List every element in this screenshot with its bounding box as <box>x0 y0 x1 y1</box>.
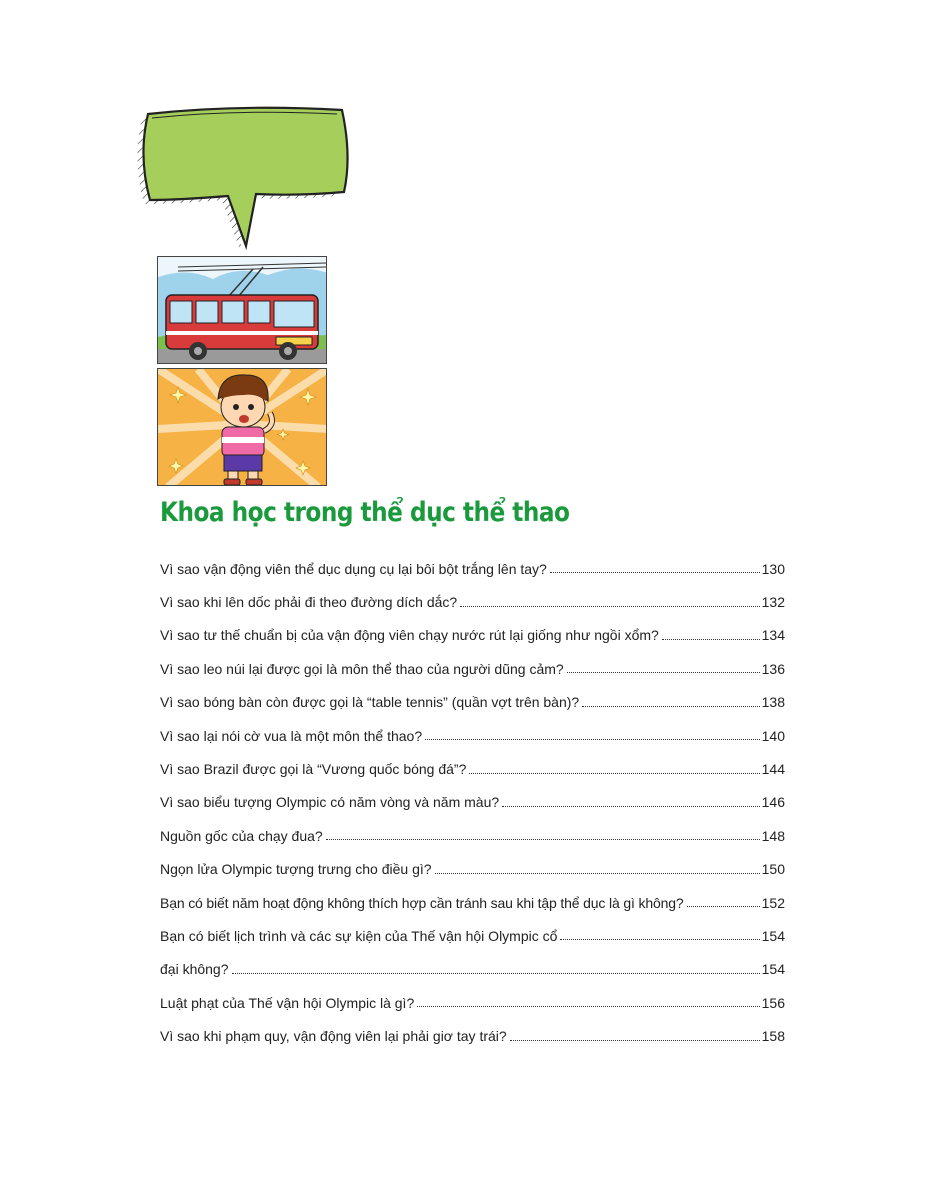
toc-page-number: 158 <box>761 1028 785 1045</box>
toc-page-number: 150 <box>761 861 785 878</box>
toc-leader-dots <box>326 839 760 840</box>
toc-page-number: 130 <box>761 560 785 577</box>
toc-page-number: 154 <box>761 927 785 944</box>
toc-entry[interactable] <box>160 619 785 652</box>
toc-leader-dots <box>567 672 760 673</box>
toc-page-number: 132 <box>761 594 785 611</box>
toc-entry[interactable] <box>160 585 785 618</box>
toc-page-number: 146 <box>761 794 785 811</box>
toc-question: Vì sao khi phạm quy, vận động viên lại phải giơ tay trái? <box>160 1028 507 1045</box>
toc-question: Vì sao tư thế chuẩn bị của vận động viên chạy nước rút lại giống như ngồi xổm? <box>160 627 659 644</box>
toc-question: Vì sao leo núi lại được gọi là môn thể thao của người dũng cảm? <box>160 660 564 677</box>
toc-leader-dots <box>417 1006 759 1007</box>
toc-question: Bạn có biết năm hoạt động không thích hợp cần tránh sau khi tập thể dục là gì không? <box>160 894 684 911</box>
toc-question: Vì sao Brazil được gọi là “Vương quốc bóng đá”? <box>160 761 467 778</box>
toc-entry[interactable] <box>160 819 785 852</box>
toc-leader-dots <box>662 639 760 640</box>
toc-leader-dots <box>469 773 759 774</box>
toc-page-number: 154 <box>761 961 785 978</box>
toc-question: Luật phạt của Thế vận hội Olympic là gì? <box>160 994 415 1011</box>
toc-entry[interactable] <box>160 986 785 1019</box>
toc-entry[interactable] <box>160 919 785 952</box>
toc-leader-dots <box>560 939 759 940</box>
toc-leader-dots <box>435 873 760 874</box>
toc-page-number: 138 <box>761 694 785 711</box>
toc-page-number: 136 <box>761 660 785 677</box>
toc-entry[interactable] <box>160 853 785 886</box>
toc-page-number: 148 <box>761 827 785 844</box>
toc-question: Vì sao vận động viên thể dục dụng cụ lại bôi bột trắng lên tay? <box>160 560 547 577</box>
toc-page-number: 134 <box>761 627 785 644</box>
toc-leader-dots <box>582 706 759 707</box>
toc-page-number: 152 <box>761 894 785 911</box>
toc-entry[interactable] <box>160 786 785 819</box>
toc-entry[interactable] <box>160 1019 785 1052</box>
table-of-contents <box>160 552 785 1053</box>
toc-question: Vì sao lại nói cờ vua là một môn thể thao? <box>160 727 423 744</box>
toc-page-number: 140 <box>761 727 785 744</box>
toc-question: Vì sao bóng bàn còn được gọi là “table tennis” (quần vợt trên bàn)? <box>160 694 580 711</box>
toc-question: Bạn có biết lịch trình và các sự kiện của Thế vận hội Olympic cổ <box>160 927 558 944</box>
boy-illustration <box>157 368 327 486</box>
toc-leader-dots <box>425 739 760 740</box>
toc-question: Vì sao biểu tượng Olympic có năm vòng và năm màu? <box>160 794 500 811</box>
trolleybus-illustration <box>157 256 327 364</box>
toc-page-number: 144 <box>761 761 785 778</box>
toc-entry[interactable] <box>160 886 785 919</box>
toc-entry[interactable] <box>160 752 785 785</box>
toc-entry[interactable] <box>160 686 785 719</box>
toc-question: Ngọn lửa Olympic tượng trưng cho điều gì? <box>160 861 432 878</box>
toc-entry[interactable] <box>160 953 785 986</box>
speech-bubble-illustration <box>128 96 358 256</box>
toc-page-number: 156 <box>761 994 785 1011</box>
speech-bubble-shape <box>143 108 347 246</box>
toc-entry[interactable] <box>160 719 785 752</box>
toc-leader-dots <box>687 906 760 907</box>
toc-leader-dots <box>550 572 760 573</box>
toc-question: Vì sao khi lên dốc phải đi theo đường dích dắc? <box>160 594 458 611</box>
toc-leader-dots <box>502 806 759 807</box>
toc-entry[interactable] <box>160 652 785 685</box>
section-title: Khoa học trong thể dục thể thao <box>160 497 570 528</box>
toc-question: Nguồn gốc của chạy đua? <box>160 827 323 844</box>
toc-question: đại không? <box>160 961 229 978</box>
toc-entry[interactable] <box>160 552 785 585</box>
toc-leader-dots <box>232 973 760 974</box>
toc-leader-dots <box>460 606 759 607</box>
toc-leader-dots <box>510 1040 760 1041</box>
